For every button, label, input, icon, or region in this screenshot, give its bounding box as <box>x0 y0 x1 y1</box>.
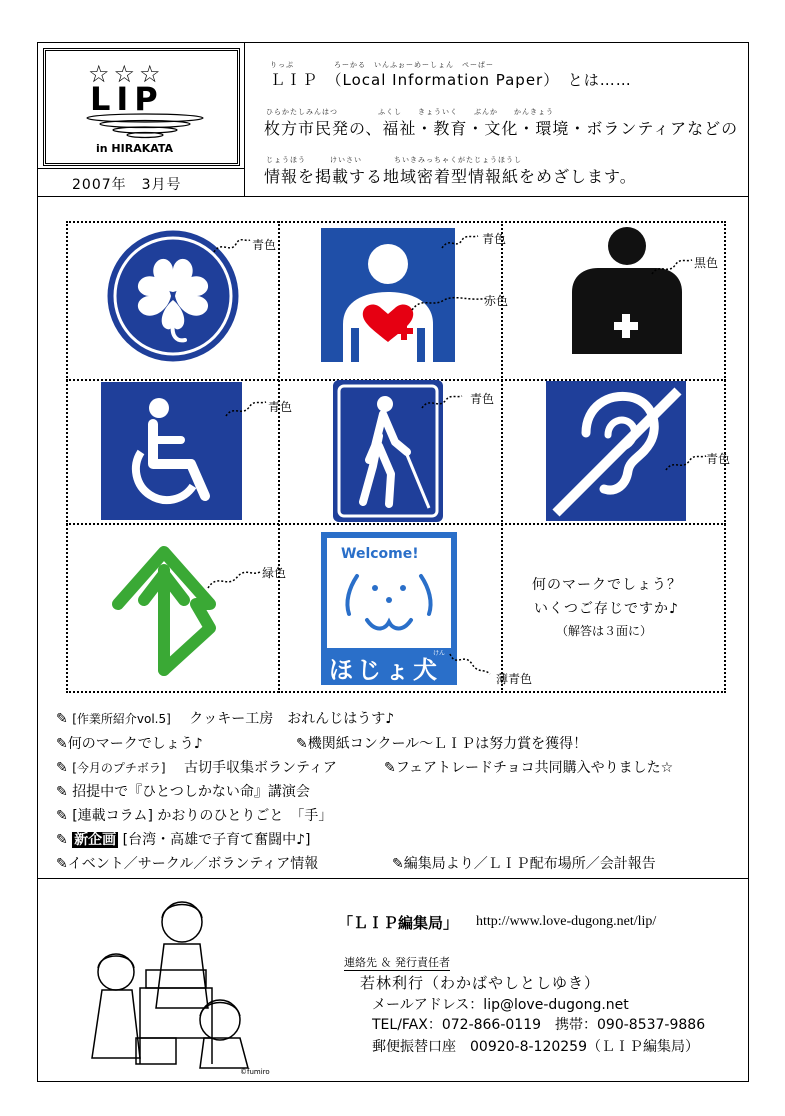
hojoken-ruby: けん <box>433 650 446 657</box>
toc-l7a: イベント／サークル／ボランティア情報 <box>67 856 319 872</box>
intro-line-3: 情報を掲載する地域密着型情報紙をめざします。 <box>264 167 637 186</box>
mark5-color: 青色 <box>470 392 495 406</box>
pointer-squiggle-5 <box>420 390 464 412</box>
pointer-squiggle-3 <box>650 254 694 278</box>
pencil-icon: ✎ <box>296 736 308 752</box>
logo-subtitle: in HIRAKATA <box>96 142 174 155</box>
header-vertical-divider <box>244 42 245 196</box>
toc-line-3 <box>56 757 337 777</box>
hojoken-text: ほじょ犬 <box>329 656 441 684</box>
pencil-icon: ✎ <box>56 711 68 727</box>
illustration-credit: ©fumiro <box>240 1068 270 1076</box>
mark6-color: 青色 <box>706 452 731 466</box>
intro-line-2: 枚方市民発の、福祉・教育・文化・環境・ボランティアなどの <box>264 119 739 138</box>
footer-divider <box>37 878 749 879</box>
pencil-icon: ✎ <box>56 832 68 848</box>
office-name: 「ＬＩＰ編集局」 <box>338 914 459 932</box>
children-illustration-icon <box>80 888 280 1078</box>
pencil-icon: ✎ <box>56 784 68 800</box>
contact-email[interactable]: メールアドレス：lip@love-dugong.net <box>372 997 629 1013</box>
pencil-icon: ✎ <box>384 760 396 776</box>
pencil-icon: ✎ <box>392 856 404 872</box>
hojoken-mark <box>321 532 457 685</box>
new-feature-badge: 新企画 <box>74 832 117 848</box>
mark3-color: 黒色 <box>694 256 719 270</box>
intro-ruby-1: りっぷ ろーかる いんふぉーめーしょん ぺーぱー <box>270 61 494 69</box>
pointer-squiggle-4 <box>224 396 268 420</box>
wheelchair-mark-icon <box>101 382 242 520</box>
ostomate-mark-icon <box>568 226 686 354</box>
toc-l6-text: [台湾・高雄で子育て奮闘中♪] <box>122 832 311 848</box>
contact-tel: TEL/FAX：072-866-0119 携帯：090-8537-9886 <box>372 1017 706 1033</box>
toc-line-7b <box>392 853 656 873</box>
quiz-line-1: 何のマークでしょう？ <box>532 577 682 593</box>
quiz-line-2: いくつご存じですか♪ <box>534 601 679 617</box>
issue-divider <box>37 168 244 169</box>
toc-l7b: 編集局より／ＬＩＰ配布場所／会計報告 <box>403 856 656 872</box>
toc-line-2b <box>296 733 587 753</box>
toc-l1-tag: [作業所紹介vol.5] <box>72 712 171 726</box>
toc-line-5 <box>56 805 332 825</box>
grid-hline-2 <box>66 523 726 525</box>
toc-line-3b <box>384 757 673 777</box>
toc-line-4 <box>56 781 310 801</box>
toc-line-7 <box>56 853 318 873</box>
pointer-squiggle-1 <box>212 232 252 256</box>
toc-l2a: 何のマークでしょう♪ <box>67 736 203 752</box>
pointer-squiggle-6 <box>664 450 708 474</box>
contact-person: 若林利行（わかばやしとしゆき） <box>360 974 601 992</box>
toc-l3b: フェアトレードチョコ共同購入やりました☆ <box>395 760 674 776</box>
pointer-squiggle-2b <box>410 290 490 314</box>
mark1-color: 青色 <box>252 238 277 252</box>
contact-postal: 郵便振替口座 00920-8-120259（ＬＩＰ編集局） <box>372 1039 699 1055</box>
pointer-squiggle-8 <box>448 650 492 678</box>
intro-ruby-3: じょうほう けいさい ちいきみっちゃくがたじょうほうし <box>266 156 522 164</box>
pencil-icon: ✎ <box>56 856 68 872</box>
toc-l3-text: 古切手収集ボランティア <box>184 760 337 776</box>
toc-l5: [連載コラム] かおりのひとりごと 「手」 <box>72 808 333 824</box>
contact-label: 連絡先 ＆ 発行責任者 <box>344 956 450 969</box>
logo-swoosh-icon <box>80 112 210 142</box>
mark4-color: 青色 <box>268 400 293 414</box>
toc-l1-text: クッキー工房 おれんじはうす♪ <box>189 711 395 727</box>
grid-vline-1 <box>278 221 280 693</box>
header-divider <box>37 196 749 197</box>
toc-l3-tag: [今月のプチボラ] <box>72 761 166 775</box>
issue-date: 2007年 3月号 <box>72 177 182 193</box>
mark7-color: 緑色 <box>262 566 287 580</box>
pointer-squiggle-2a <box>440 230 480 252</box>
toc-l2b: 機関紙コンクール～ＬＩＰは努力賞を獲得！ <box>307 736 588 752</box>
dog-face-icon <box>339 568 439 644</box>
pencil-icon: ✎ <box>56 736 68 752</box>
mark2-color-a: 青色 <box>482 232 507 246</box>
welcome-text: Welcome! <box>341 546 419 562</box>
toc-line-1 <box>56 708 394 728</box>
toc-l4: 招提中で『ひとつしかない命』講演会 <box>72 784 310 800</box>
toc-line-6 <box>56 829 311 849</box>
quiz-line-3: （解答は３面に） <box>556 624 653 638</box>
pencil-icon: ✎ <box>56 760 68 776</box>
green-arrow-mark-icon <box>100 540 250 680</box>
logo-stars: ☆☆☆ <box>88 60 165 88</box>
toc-line-2 <box>56 733 203 753</box>
intro-line-1: ＬＩＰ （Local Information Paper） とは…… <box>270 71 632 89</box>
mark8-color: 薄青色 <box>496 672 533 686</box>
office-url[interactable]: http://www.love-dugong.net/lip/ <box>476 914 657 929</box>
pointer-squiggle-7 <box>206 566 262 592</box>
pencil-icon: ✎ <box>56 808 68 824</box>
logo-text: LIP <box>90 80 164 118</box>
mark2-color-b: 赤色 <box>484 294 509 308</box>
intro-ruby-2: ひらかたしみんはつ ふくし きょういく ぶんか かんきょう <box>266 108 554 116</box>
